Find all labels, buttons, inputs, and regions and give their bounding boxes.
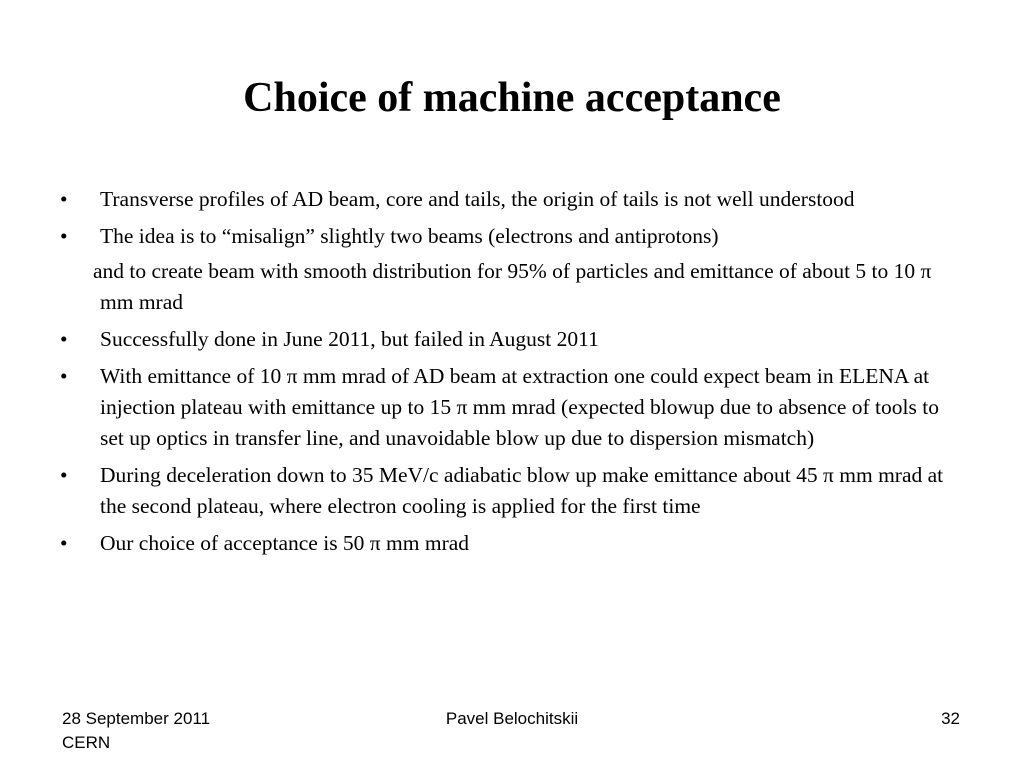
- bullet-marker: •: [60, 187, 68, 211]
- footer-date: 28 September 2011: [62, 709, 211, 728]
- bullet-text: Transverse profiles of AD beam, core and tails, the origin of tails is not well understood: [100, 187, 855, 211]
- bullet-item: [0, 460, 1024, 522]
- page-number: 32: [941, 709, 960, 728]
- bullet-item: [0, 324, 1024, 355]
- bullet-text: During deceleration down to 35 MeV/c adiabatic blow up make emittance about 45 π mm mrad at the second plateau, where electron cooling is applied for the first time: [100, 463, 944, 518]
- footer-author-name: Pavel Belochitskii: [445, 709, 579, 728]
- bullet-marker: •: [60, 224, 68, 248]
- footer-location: CERN: [62, 733, 111, 752]
- bullet-item: [0, 361, 1024, 454]
- footer-page: [941, 707, 960, 731]
- bullet-marker: •: [60, 463, 68, 487]
- bullet-item: [0, 528, 1024, 559]
- slide-title: Choice of machine acceptance: [243, 75, 781, 121]
- continuation-paragraph: [0, 256, 1024, 318]
- bullet-text: The idea is to “misalign” slightly two beams (electrons and antiprotons): [100, 224, 719, 248]
- slide-body: [0, 184, 1024, 565]
- footer-author: [0, 707, 1024, 731]
- bullet-text: Our choice of acceptance is 50 π mm mrad: [100, 531, 470, 555]
- bullet-marker: •: [60, 364, 68, 388]
- bullet-marker: •: [60, 531, 68, 555]
- bullet-item: [0, 221, 1024, 252]
- bullet-text: With emittance of 10 π mm mrad of AD beam at extraction one could expect beam in ELENA at injection plateau with emittance up to 15 π mm mrad (expected blowup due to absence of tools to set up optics in transfer line, and unavoidable blow up due to dispersion mismatch): [100, 364, 939, 450]
- bullet-item: [0, 184, 1024, 215]
- continuation-text: and to create beam with smooth distribution for 95% of particles and emittance of about 5 to 10 π mm mrad: [93, 259, 932, 314]
- bullet-marker: •: [60, 327, 68, 351]
- bullet-text: Successfully done in June 2011, but failed in August 2011: [100, 327, 599, 351]
